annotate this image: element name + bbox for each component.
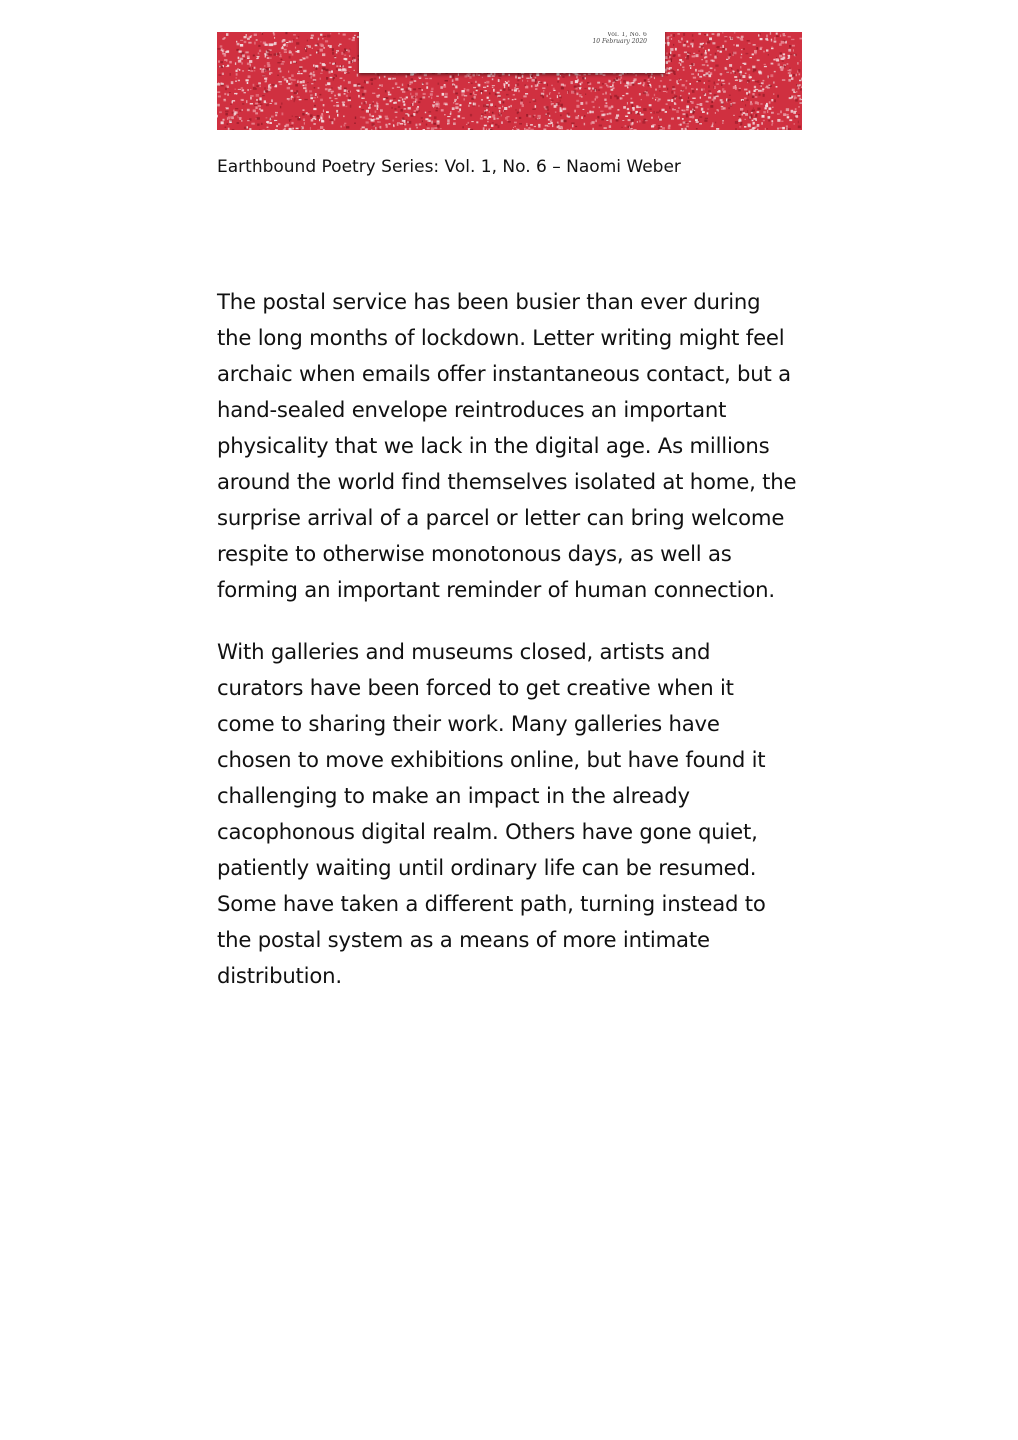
cover-date-label: 10 February 2020 <box>592 38 647 45</box>
article-body <box>217 284 807 1020</box>
article-paragraph <box>217 284 807 608</box>
paragraph-line: Some have taken a different path, turning instead to <box>217 891 766 916</box>
paragraph-line: The postal service has been busier than ever during <box>217 289 761 314</box>
paragraph-line: distribution. <box>217 963 342 988</box>
paragraph-line: chosen to move exhibitions online, but have found it <box>217 747 766 772</box>
paragraph-line: challenging to make an impact in the already <box>217 783 690 808</box>
paragraph-line: forming an important reminder of human connection. <box>217 577 775 602</box>
paragraph-line: surprise arrival of a parcel or letter can bring welcome <box>217 505 785 530</box>
cover-volume-label: Vol. 1, No. 6 <box>607 32 647 38</box>
header-image <box>217 32 802 130</box>
paragraph-line: curators have been forced to get creative when it <box>217 675 734 700</box>
article-paragraph <box>217 634 807 994</box>
paragraph-line: archaic when emails offer instantaneous contact, but a <box>217 361 791 386</box>
paragraph-line: respite to otherwise monotonous days, as well as <box>217 541 732 566</box>
image-caption: Earthbound Poetry Series: Vol. 1, No. 6 – Naomi Weber <box>217 157 681 177</box>
paragraph-line: come to sharing their work. Many galleries have <box>217 711 720 736</box>
paragraph-line: the postal system as a means of more intimate <box>217 927 710 952</box>
paragraph-line: the long months of lockdown. Letter writing might feel <box>217 325 785 350</box>
paragraph-line: hand-sealed envelope reintroduces an important <box>217 397 727 422</box>
paragraph-line: around the world find themselves isolated at home, the <box>217 469 797 494</box>
paragraph-line: cacophonous digital realm. Others have gone quiet, <box>217 819 758 844</box>
paragraph-line: patiently waiting until ordinary life can be resumed. <box>217 855 757 880</box>
cover-paper-slip <box>359 32 665 73</box>
paragraph-line: With galleries and museums closed, artists and <box>217 639 711 664</box>
paragraph-line: physicality that we lack in the digital age. As millions <box>217 433 770 458</box>
